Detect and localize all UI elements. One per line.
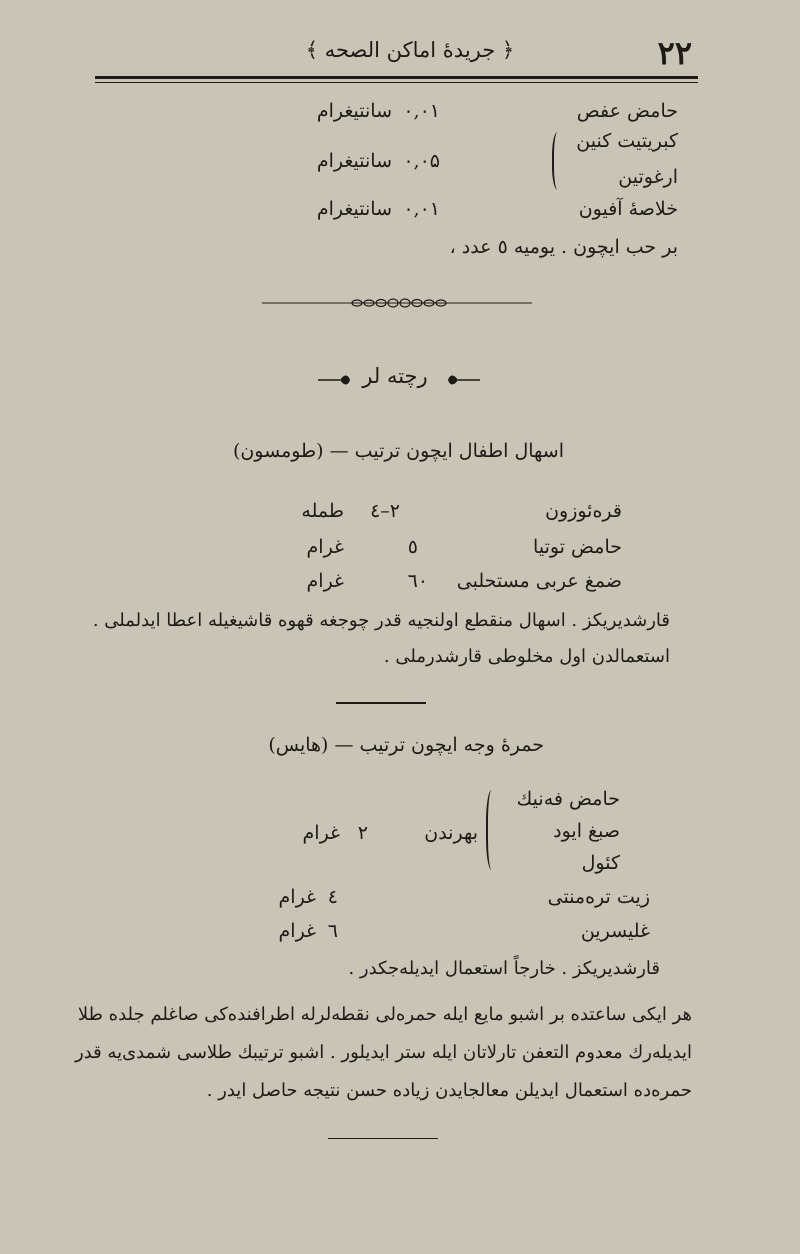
page-number: ۲۲ xyxy=(657,34,692,72)
recipe2-paragraph-line: ايديله‌رك معدوم التعفن تارلاتان ايله ستر ايديلور . اشبو ترتيبك طلاسى شمدى‌يه قدر xyxy=(74,1042,692,1063)
rx1-item-qty: ۰,۰۱ xyxy=(403,198,440,220)
recipe2-item-unit: غرام xyxy=(278,886,316,908)
recipe1-item-unit: غرام xyxy=(306,536,344,558)
section-heading: رچته لر xyxy=(362,364,428,388)
recipe2-group-amount: ۲ xyxy=(357,822,368,844)
recipe2-item-qty: ٤ xyxy=(327,886,338,908)
recipe1-item-name: حامض توتيا xyxy=(533,536,622,558)
recipe2-title: حمرهٔ وجه ايچون ترتيب — (هايس) xyxy=(268,734,544,756)
header-rule-thin xyxy=(95,82,698,83)
recipe2-group-item: كئول xyxy=(581,852,620,874)
recipe2-group-qty: بهرندن xyxy=(424,822,478,844)
recipe1-item-unit: طمله xyxy=(301,500,344,522)
recipe2-item-unit: غرام xyxy=(278,920,316,942)
recipe2-paragraph-line: قارشديريكز . خارجاً استعمال ايديله‌جكدر . xyxy=(348,958,660,979)
recipe2-item-qty: ٦ xyxy=(327,920,338,942)
recipe1-paragraph-line: قارشديريكز . اسهال منقطع اولنجيه قدر چوجغه قهوه قاشيغيله اعطا ايدلملى . xyxy=(92,610,670,631)
recipe2-brace xyxy=(486,790,500,870)
rx1-item-name: ارغوتين xyxy=(618,166,678,188)
heading-ornament-left-icon xyxy=(318,372,352,388)
section-separator xyxy=(336,702,426,704)
rx1-item-name: خلاصهٔ آفيون xyxy=(578,198,678,220)
rx1-item-unit: سانتيغرام xyxy=(316,150,392,172)
rx1-dosage-note: بر حب ايچون . يوميه ٥ عدد ، xyxy=(449,236,678,258)
rx1-item-qty: ۰,۰۵ xyxy=(403,150,440,172)
recipe2-item-name: زيت تره‌منتى xyxy=(547,886,650,908)
recipe2-paragraph-line: هر ايكى ساعتده بر اشبو مايع ايله حمره‌لى نقطه‌لرله اطرافنده‌كى صاغلم جلده طلا xyxy=(77,1004,692,1025)
header-rule-thick xyxy=(95,76,698,79)
recipe2-group-item: صبغ ايود xyxy=(553,820,620,842)
ornamental-divider xyxy=(262,297,532,309)
recipe2-group-unit: غرام xyxy=(302,822,340,844)
heading-ornament-right-icon xyxy=(446,372,480,388)
recipe1-item-name: ضمغ عربى مستحلبى xyxy=(456,570,622,592)
recipe2-item-name: غليسرين xyxy=(580,920,650,942)
recipe1-title: اسهال اطفال ايچون ترتيب — (طومسون) xyxy=(232,440,564,462)
recipe1-paragraph-line: استعمالدن اول مخلوطى قارشدرملى . xyxy=(383,646,670,667)
recipe1-item-qty: ٦٠ xyxy=(407,570,428,592)
running-header-title: ﴿ جريدهٔ اماكن الصحه ﴾ xyxy=(305,38,515,62)
rx1-item-name: كبريتيت كنين xyxy=(576,130,678,152)
recipe1-item-name: قره‌ئوزون xyxy=(545,500,622,522)
recipe2-paragraph-line: حمره‌ده استعمال ايديلن معالجايدن زياده حسن نتيجه حاصل ايدر . xyxy=(206,1080,692,1101)
recipe1-item-qty: ٥ xyxy=(407,536,418,558)
rx1-item-name: حامض عفص xyxy=(576,100,678,122)
rx1-brace xyxy=(552,132,566,190)
rx1-item-qty: ۰,۰۱ xyxy=(403,100,440,122)
recipe1-item-qty: ۲–٤ xyxy=(370,500,400,522)
recipe1-item-unit: غرام xyxy=(306,570,344,592)
rx1-item-unit: سانتيغرام xyxy=(316,198,392,220)
rx1-item-unit: سانتيغرام xyxy=(316,100,392,122)
recipe2-group-item: حامض فه‌نيك xyxy=(516,788,620,810)
bottom-separator xyxy=(328,1138,438,1139)
